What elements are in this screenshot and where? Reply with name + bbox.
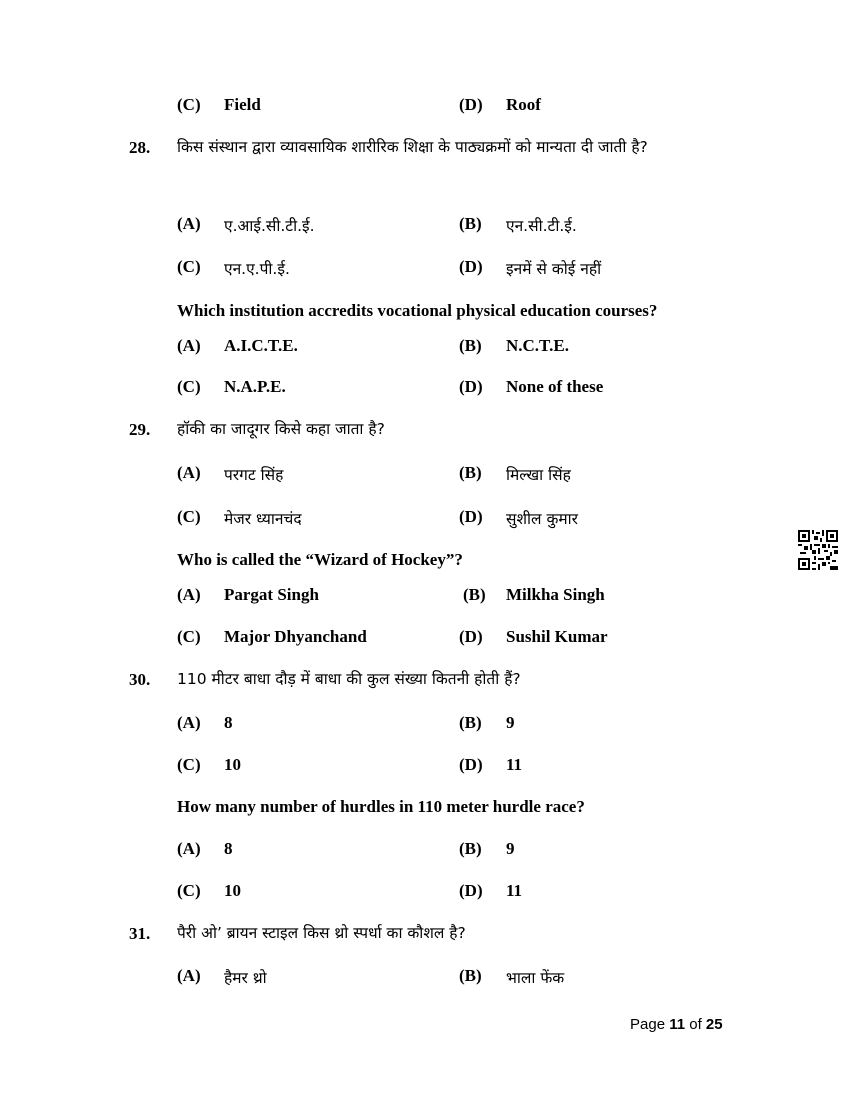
question-text-hindi: हॉकी का जादूगर किसे कहा जाता है? [177,420,385,438]
option-label: (B) [459,463,482,482]
option-label: (B) [459,214,482,233]
option-label: (C) [177,377,201,396]
option-text: N.C.T.E. [506,336,569,355]
option-label: (B) [463,585,486,604]
option-label: (D) [459,257,483,276]
option-label: (D) [459,755,483,774]
option-text: हैमर थ्रो [224,969,267,987]
option-label: (C) [177,95,201,114]
option-row [0,463,850,485]
option-row [0,95,850,117]
option-row [0,627,850,649]
option-text: भाला फेंक [506,969,565,987]
question-text-hindi: किस संस्थान द्वारा व्यावसायिक शारीरिक शिक्षा के पाठ्यक्रमों को मान्यता दी जाती है? [177,138,648,156]
question-number: 31. [129,924,151,943]
question-text-english: How many number of hurdles in 110 meter hurdle race? [177,797,585,816]
page-number [630,1016,723,1033]
option-text: A.I.C.T.E. [224,336,298,355]
option-text: 10 [224,881,241,900]
option-label: (B) [459,966,482,985]
question-number: 30. [129,670,151,689]
option-text: Milkha Singh [506,585,605,604]
option-label: (D) [459,507,483,526]
page-prefix: Page [630,1016,670,1033]
question-number: 29. [129,420,151,439]
option-text: N.A.P.E. [224,377,286,396]
option-text: None of these [506,377,604,396]
question-text-english: Which institution accredits vocational physical education courses? [177,301,658,320]
option-row [0,214,850,236]
option-text: 11 [506,881,523,900]
option-row [0,585,850,607]
option-label: (C) [177,881,201,900]
option-label: (C) [177,507,201,526]
option-label: (D) [459,881,483,900]
option-row [0,507,850,529]
option-label: (C) [177,627,201,646]
option-text: इनमें से कोई नहीं [506,260,602,278]
option-text: मेजर ध्यानचंद [224,510,302,528]
option-text: Field [224,95,261,114]
option-row [0,839,850,861]
option-row [0,336,850,358]
qr-code-icon [798,530,838,570]
option-label: (A) [177,713,201,732]
option-label: (A) [177,214,201,233]
option-text: मिल्खा सिंह [506,466,571,484]
question-text-english: Who is called the “Wizard of Hockey”? [177,550,463,569]
option-label: (A) [177,585,201,604]
option-row [0,755,850,777]
option-label: (A) [177,839,201,858]
current-page: 11 [669,1016,686,1033]
option-label: (C) [177,755,201,774]
option-text: सुशील कुमार [506,510,578,528]
option-label: (C) [177,257,201,276]
option-text: 9 [506,839,515,858]
option-text: 11 [506,755,523,774]
option-text: एन.सी.टी.ई. [506,217,577,235]
option-text: Pargat Singh [224,585,319,604]
option-label: (D) [459,627,483,646]
question-text-hindi: पैरी ओ’ ब्रायन स्टाइल किस थ्रो स्पर्धा का कौशल है? [177,924,466,942]
option-label: (D) [459,95,483,114]
option-label: (D) [459,377,483,396]
option-text: ए.आई.सी.टी.ई. [224,217,315,235]
option-text: Sushil Kumar [506,627,608,646]
option-text: Major Dhyanchand [224,627,367,646]
option-row [0,881,850,903]
option-text: एन.ए.पी.ई. [224,260,290,278]
option-text: 8 [224,713,233,732]
page-of: of [685,1016,706,1033]
option-label: (A) [177,463,201,482]
option-label: (B) [459,336,482,355]
option-row [0,377,850,399]
option-label: (A) [177,336,201,355]
option-text: परगट सिंह [224,466,284,484]
option-text: Roof [506,95,541,114]
option-text: 8 [224,839,233,858]
option-text: 9 [506,713,515,732]
option-row [0,966,850,988]
question-text-hindi: 110 मीटर बाधा दौड़ में बाधा की कुल संख्या कितनी होती हैं? [177,670,521,688]
option-label: (B) [459,839,482,858]
option-label: (B) [459,713,482,732]
option-label: (A) [177,966,201,985]
option-text: 10 [224,755,241,774]
question-number: 28. [129,138,151,157]
option-row [0,257,850,279]
option-row [0,713,850,735]
total-pages: 25 [705,1016,723,1033]
